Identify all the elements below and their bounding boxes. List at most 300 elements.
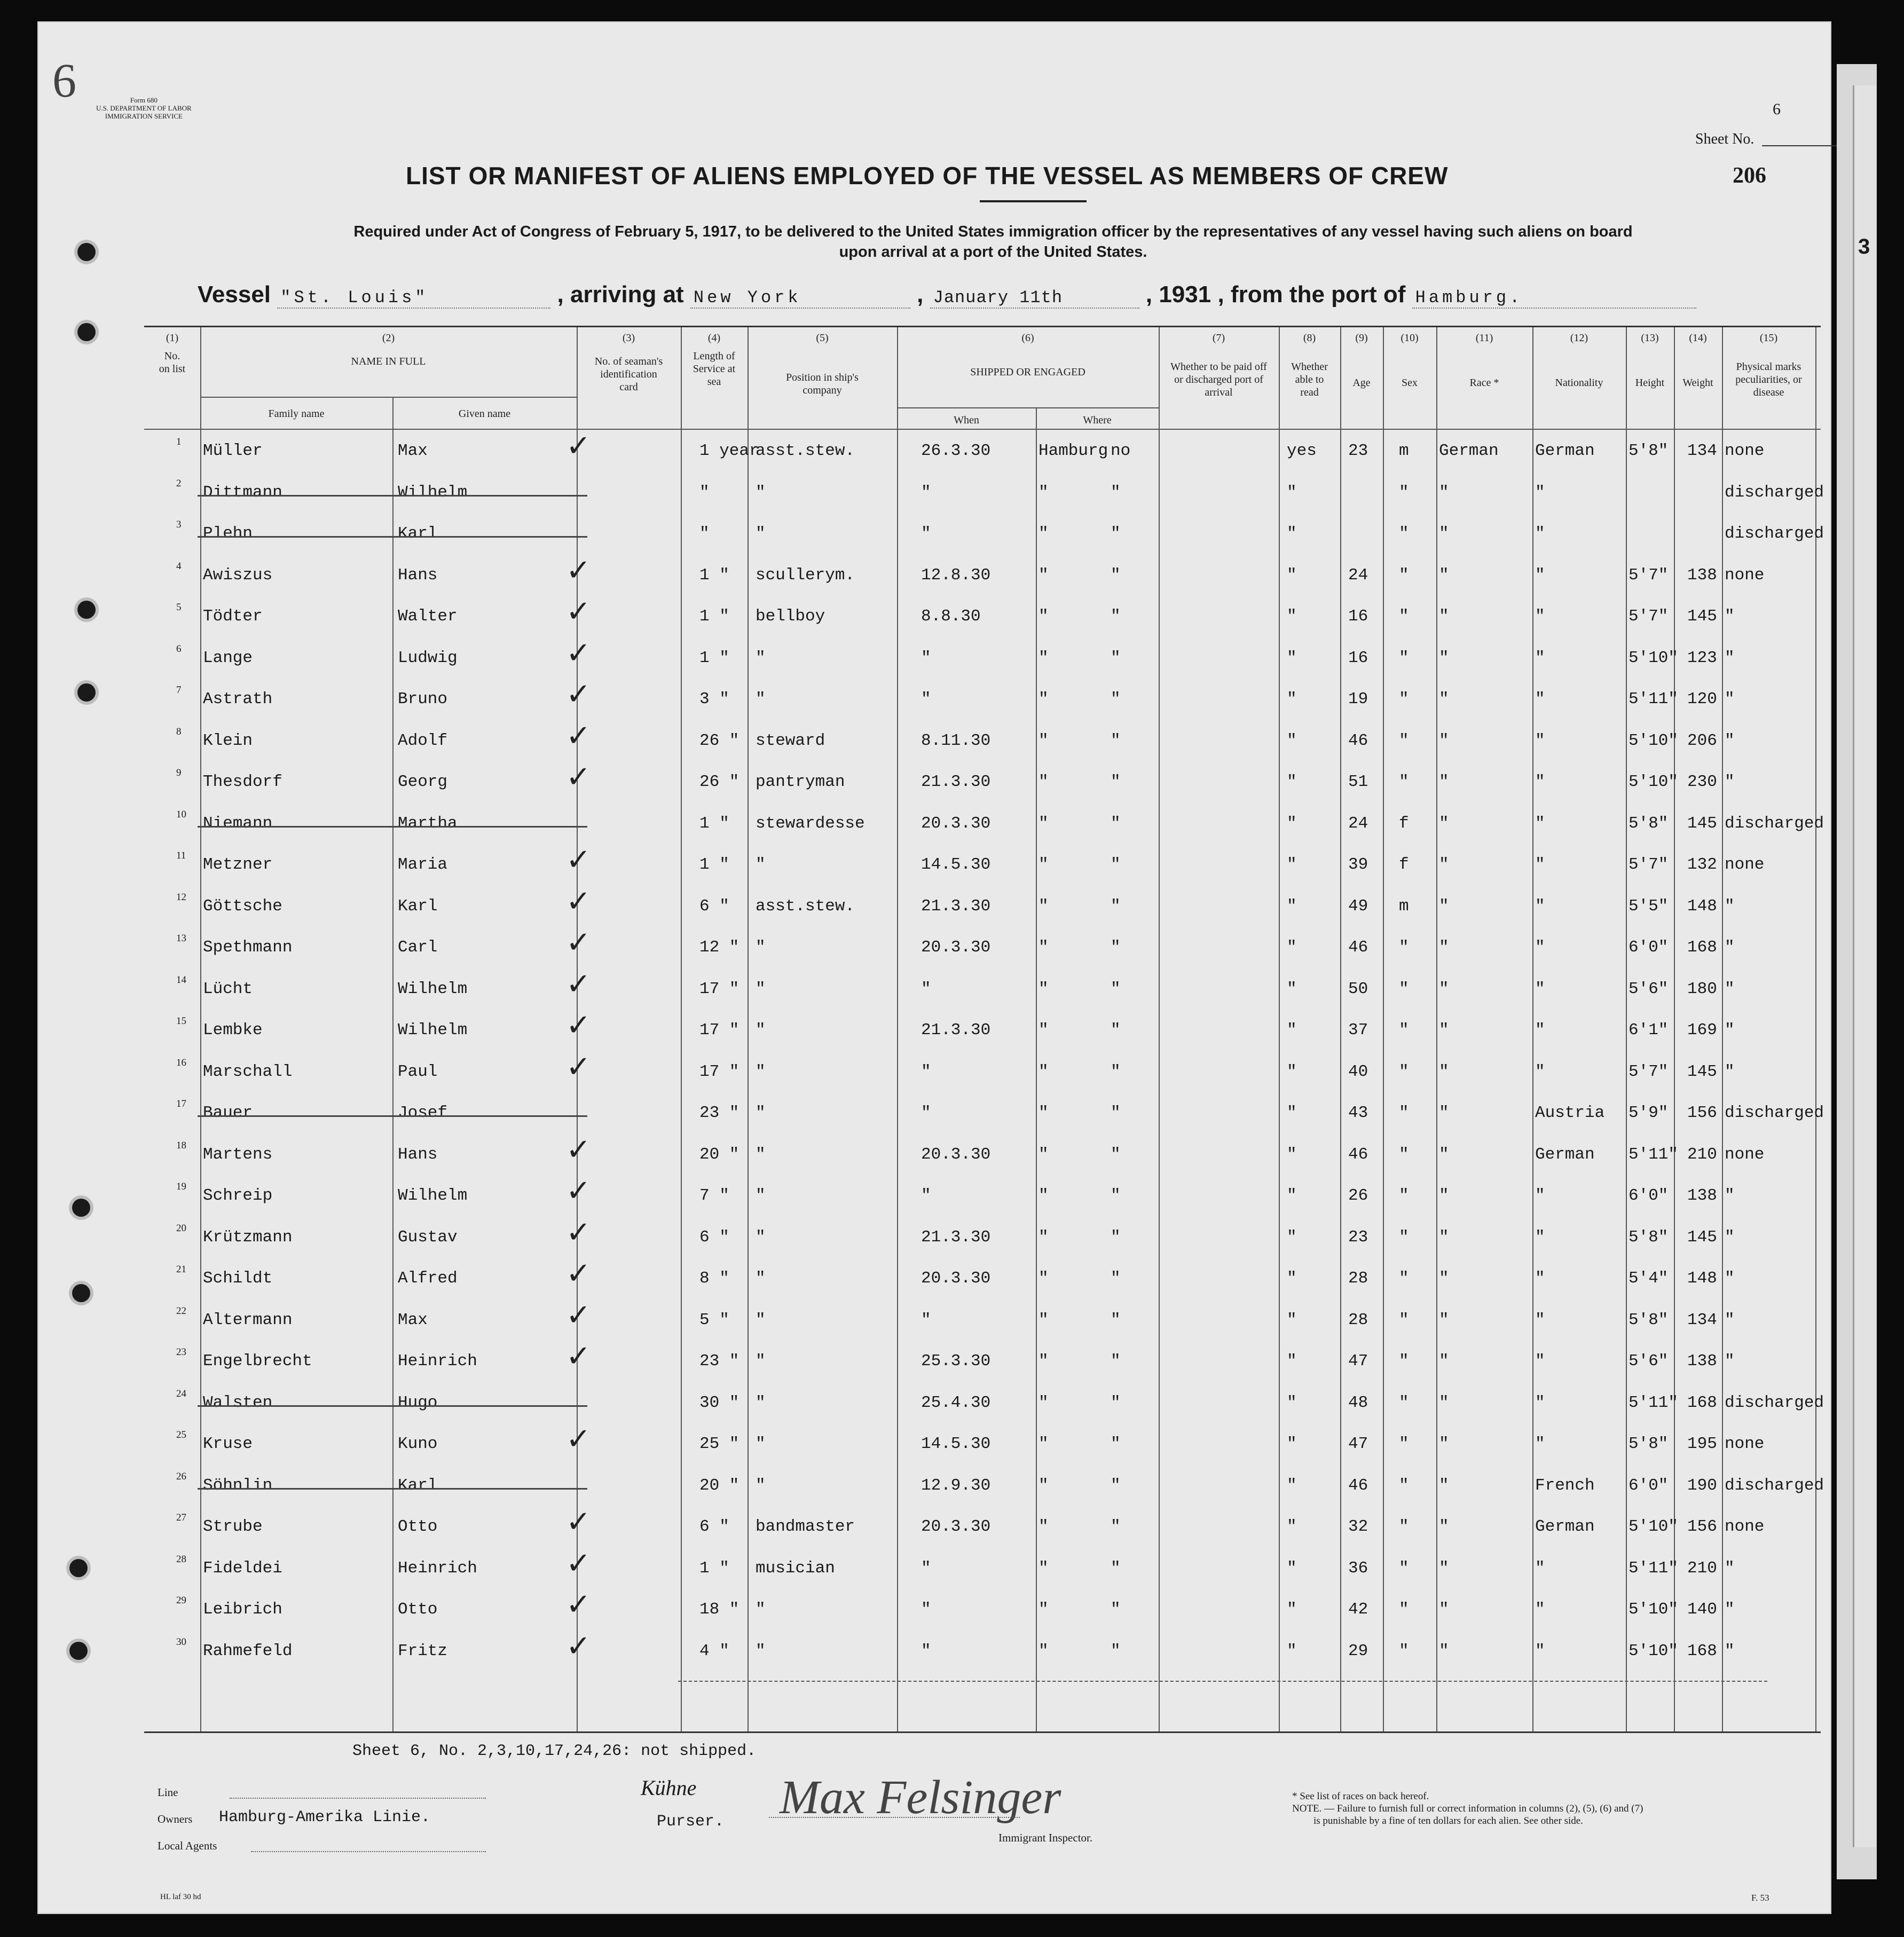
id-card-check: ✓ xyxy=(566,1297,591,1333)
sex: " xyxy=(1399,1269,1409,1288)
shipped-when: " xyxy=(921,1062,931,1081)
family-name: Walsten xyxy=(203,1393,273,1412)
family-name: Tödter xyxy=(203,607,263,626)
length-of-service: 8 " xyxy=(699,1269,729,1288)
family-name: Klein xyxy=(203,731,253,750)
position: " xyxy=(756,1600,766,1619)
table-row xyxy=(144,677,1821,723)
paid-off: " xyxy=(1111,648,1121,667)
physical-marks: discharged xyxy=(1725,814,1824,833)
col12-header: (12) Nationality xyxy=(1555,332,1603,389)
age: 24 xyxy=(1348,814,1368,833)
weight: 134 xyxy=(1687,1310,1717,1329)
shipped-when: 20.3.30 xyxy=(921,814,991,833)
height: 5'11" xyxy=(1628,1558,1679,1578)
col10-header: (10) Sex xyxy=(1401,332,1419,389)
shipped-where: " xyxy=(1038,814,1049,833)
paid-off: " xyxy=(1111,607,1121,626)
shipped-where: " xyxy=(1038,1062,1049,1081)
table-row xyxy=(144,594,1821,640)
height: 5'8" xyxy=(1628,1310,1669,1329)
family-name: Astrath xyxy=(203,690,273,708)
weight: 138 xyxy=(1687,565,1717,585)
race: " xyxy=(1439,483,1449,502)
id-card-check: ✓ xyxy=(566,760,591,794)
weight: 138 xyxy=(1687,1352,1717,1371)
footer xyxy=(144,1733,1821,1903)
col1-header: (1) No. on list xyxy=(159,332,186,375)
physical-marks: none xyxy=(1725,442,1765,460)
family-name: Lembke xyxy=(203,1021,263,1040)
length-of-service: 1 " xyxy=(699,1558,729,1578)
id-card-check: ✓ xyxy=(566,429,591,463)
weight: 145 xyxy=(1687,607,1717,626)
col13-header: (13) Height xyxy=(1635,332,1665,389)
shipped-where: " xyxy=(1038,1269,1049,1288)
line-label: Line xyxy=(158,1786,178,1799)
length-of-service: 1 " xyxy=(699,607,729,626)
length-of-service: 1 year xyxy=(699,442,759,460)
table-row xyxy=(144,1386,1824,1427)
vessel-row: Vessel "St. Louis" , arriving at New York , January 11th , 1931 , from the port of Hamburg. xyxy=(198,281,1696,309)
able-to-read: " xyxy=(1287,1062,1297,1081)
physical-marks: discharged xyxy=(1725,1104,1824,1122)
family-name: Lücht xyxy=(203,979,253,998)
sex: " xyxy=(1399,1021,1409,1040)
table-row xyxy=(144,1628,1821,1675)
position: " xyxy=(756,1021,766,1040)
col6-header: (6) SHIPPED OR ENGAGED xyxy=(970,332,1085,378)
position: " xyxy=(756,938,766,957)
name-subheader-rule xyxy=(200,397,577,398)
position: " xyxy=(756,1062,766,1081)
not-shipped-note: Sheet 6, No. 2,3,10,17,24,26: not shipped. xyxy=(352,1742,757,1760)
shipped-when: " xyxy=(921,524,931,543)
age: 40 xyxy=(1348,1062,1368,1081)
age: 39 xyxy=(1348,855,1368,874)
shipped-subheader-rule xyxy=(897,407,1159,408)
paid-off: " xyxy=(1111,938,1121,957)
weight: 210 xyxy=(1687,1145,1717,1164)
age: 51 xyxy=(1348,773,1368,791)
race: " xyxy=(1439,648,1449,667)
table-row xyxy=(144,429,1821,475)
length-of-service: 12 " xyxy=(699,938,739,957)
age: 50 xyxy=(1348,979,1368,998)
paid-off: " xyxy=(1111,896,1121,916)
nationality: German xyxy=(1535,442,1595,460)
age: 42 xyxy=(1348,1600,1368,1619)
page-subtitle xyxy=(192,222,1794,262)
physical-marks: discharged xyxy=(1725,524,1824,543)
weight: 148 xyxy=(1687,896,1717,916)
able-to-read: " xyxy=(1287,1227,1297,1247)
row-number: 30 xyxy=(176,1636,186,1648)
able-to-read: " xyxy=(1287,690,1297,708)
row-number: 28 xyxy=(176,1553,186,1565)
age: 23 xyxy=(1348,442,1368,460)
age: 16 xyxy=(1348,607,1368,626)
position: " xyxy=(756,524,766,543)
shipped-where: " xyxy=(1038,1476,1049,1495)
page-title: LIST OR MANIFEST OF ALIENS EMPLOYED OF THE VESSEL AS MEMBERS OF CREW xyxy=(406,162,1449,190)
physical-marks: " xyxy=(1725,1352,1735,1371)
table-row xyxy=(144,1587,1821,1633)
age: 46 xyxy=(1348,938,1368,957)
given-name: Hans xyxy=(398,1145,438,1164)
family-name: Müller xyxy=(203,442,263,460)
sex: " xyxy=(1399,1227,1409,1247)
sex: f xyxy=(1399,814,1409,833)
shipped-when: " xyxy=(921,1641,931,1660)
age: 43 xyxy=(1348,1104,1368,1122)
given-name: Otto xyxy=(398,1600,438,1619)
race: " xyxy=(1439,1186,1449,1205)
table-row xyxy=(144,1132,1821,1178)
nationality: " xyxy=(1535,1558,1545,1578)
row-number: 29 xyxy=(176,1595,186,1606)
nationality: " xyxy=(1535,524,1545,543)
shipped-when: 20.3.30 xyxy=(921,1517,991,1536)
weight: 168 xyxy=(1687,1393,1717,1412)
row-number: 1 xyxy=(176,436,182,447)
sex: " xyxy=(1399,1062,1409,1081)
sex: m xyxy=(1399,896,1409,916)
position: " xyxy=(756,1476,766,1495)
id-card-check: ✓ xyxy=(566,1422,591,1456)
next-page-edge-inner xyxy=(1853,85,1876,1847)
age: 48 xyxy=(1348,1393,1368,1412)
table-row xyxy=(144,807,1824,847)
id-card-check: ✓ xyxy=(566,1174,591,1208)
shipped-where: " xyxy=(1038,855,1049,874)
table-row xyxy=(144,842,1821,888)
length-of-service: 1 " xyxy=(699,814,729,833)
length-of-service: 30 " xyxy=(699,1393,739,1412)
given-name: Hugo xyxy=(398,1393,438,1412)
inspector-label: Immigrant Inspector. xyxy=(998,1831,1093,1844)
shipped-when: 21.3.30 xyxy=(921,1227,991,1247)
owners-value: Hamburg-Amerika Linie. xyxy=(219,1808,431,1826)
id-card-check: ✓ xyxy=(566,635,591,671)
paid-off: " xyxy=(1111,1227,1121,1247)
able-to-read: " xyxy=(1287,1021,1297,1040)
sex: " xyxy=(1399,1641,1409,1660)
table-row xyxy=(144,476,1824,516)
race: " xyxy=(1439,1352,1449,1371)
weight: 148 xyxy=(1687,1269,1717,1288)
family-name: Dittmann xyxy=(203,483,282,502)
position: " xyxy=(756,1393,766,1412)
paid-off: " xyxy=(1111,1517,1121,1536)
sex: " xyxy=(1399,565,1409,585)
sex: " xyxy=(1399,1352,1409,1371)
sex: " xyxy=(1399,1435,1409,1453)
able-to-read: " xyxy=(1287,483,1297,502)
position: " xyxy=(756,1145,766,1164)
length-of-service: 23 " xyxy=(699,1104,739,1122)
position: " xyxy=(756,1104,766,1122)
family-name: Schreip xyxy=(203,1186,273,1205)
paid-off: " xyxy=(1111,1269,1121,1288)
sex: " xyxy=(1399,1393,1409,1412)
form-identifier xyxy=(96,96,192,120)
height: 5'6" xyxy=(1628,1352,1669,1371)
able-to-read: " xyxy=(1287,607,1297,626)
paid-off: " xyxy=(1111,524,1121,543)
physical-marks: " xyxy=(1725,1186,1735,1205)
row-number: 25 xyxy=(176,1429,186,1440)
shipped-where: " xyxy=(1038,1435,1049,1453)
sheet-number-handwritten: 6 xyxy=(1773,100,1781,118)
race: " xyxy=(1439,1227,1449,1247)
shipped-when: 8.11.30 xyxy=(921,731,991,750)
sex: f xyxy=(1399,855,1409,874)
given-name: Otto xyxy=(398,1517,438,1536)
nationality: " xyxy=(1535,1062,1545,1081)
departure-port: Hamburg. xyxy=(1412,288,1696,309)
weight: 180 xyxy=(1687,979,1717,998)
strikethrough-line xyxy=(198,536,587,538)
shipped-when: 12.8.30 xyxy=(921,565,991,585)
able-to-read: " xyxy=(1287,773,1297,791)
shipped-when: 14.5.30 xyxy=(921,1435,991,1453)
family-name: Kruse xyxy=(203,1435,253,1453)
form-number: Form 680 xyxy=(130,96,158,104)
length-of-service: " xyxy=(699,524,710,543)
given-name: Karl xyxy=(398,524,438,543)
position: " xyxy=(756,1352,766,1371)
given-name: Wilhelm xyxy=(398,483,468,502)
height: 5'11" xyxy=(1628,1393,1679,1412)
height: 5'8" xyxy=(1628,1227,1669,1247)
nationality: " xyxy=(1535,773,1545,791)
able-to-read: " xyxy=(1287,1558,1297,1578)
physical-marks: " xyxy=(1725,979,1735,998)
able-to-read: " xyxy=(1287,565,1297,585)
race: " xyxy=(1439,1641,1449,1660)
height: 5'10" xyxy=(1628,1641,1679,1660)
shipped-when: 21.3.30 xyxy=(921,896,991,916)
given-name: Kuno xyxy=(398,1435,438,1453)
sex: " xyxy=(1399,648,1409,667)
age: 28 xyxy=(1348,1269,1368,1288)
family-name: Lange xyxy=(203,648,253,667)
table-row xyxy=(144,1505,1821,1550)
race: " xyxy=(1439,1600,1449,1619)
given-name: Wilhelm xyxy=(398,1186,468,1205)
age: 46 xyxy=(1348,1476,1368,1495)
table-row xyxy=(144,1422,1821,1468)
weight: 138 xyxy=(1687,1186,1717,1205)
position: " xyxy=(756,1227,766,1247)
given-name: Gustav xyxy=(398,1227,458,1247)
able-to-read: " xyxy=(1287,524,1297,543)
age: 16 xyxy=(1348,648,1368,667)
given-name: Wilhelm xyxy=(398,979,468,998)
height: 5'9" xyxy=(1628,1104,1669,1122)
family-name: Rahmefeld xyxy=(203,1641,293,1660)
length-of-service: 17 " xyxy=(699,1021,739,1040)
age: 36 xyxy=(1348,1558,1368,1578)
paid-off: " xyxy=(1111,1310,1121,1329)
family-name: Altermann xyxy=(203,1310,293,1329)
length-of-service: 1 " xyxy=(699,855,729,874)
table-row xyxy=(144,1215,1821,1261)
age: 49 xyxy=(1348,896,1368,916)
shipped-where: " xyxy=(1038,1641,1049,1660)
vessel-label: Vessel xyxy=(198,281,271,308)
family-name: Fideldei xyxy=(203,1558,282,1578)
sheet-number-label: Sheet No. xyxy=(1695,131,1754,147)
nationality: " xyxy=(1535,896,1545,916)
paid-off: " xyxy=(1111,1600,1121,1619)
paid-off: " xyxy=(1111,979,1121,998)
physical-marks: none xyxy=(1725,1145,1765,1164)
given-name: Heinrich xyxy=(398,1352,477,1371)
weight: 145 xyxy=(1687,1227,1717,1247)
length-of-service: 20 " xyxy=(699,1476,739,1495)
shipped-where: " xyxy=(1038,731,1049,750)
family-name: Awiszus xyxy=(203,565,273,585)
length-of-service: 25 " xyxy=(699,1435,739,1453)
physical-marks: " xyxy=(1725,731,1735,750)
height: 5'7" xyxy=(1628,565,1669,585)
paid-off: " xyxy=(1111,855,1121,874)
physical-marks: none xyxy=(1725,1517,1765,1536)
shipped-when: " xyxy=(921,483,931,502)
given-name: Bruno xyxy=(398,690,448,708)
physical-marks: discharged xyxy=(1725,483,1824,502)
weight: 123 xyxy=(1687,648,1717,667)
nationality: " xyxy=(1535,1227,1545,1247)
position: " xyxy=(756,690,766,708)
length-of-service: 18 " xyxy=(699,1600,739,1619)
age: 29 xyxy=(1348,1641,1368,1660)
age: 47 xyxy=(1348,1352,1368,1371)
id-card-check: ✓ xyxy=(566,1546,591,1581)
paid-off: " xyxy=(1111,1393,1121,1412)
race: " xyxy=(1439,1558,1449,1578)
given-name: Ludwig xyxy=(398,648,458,667)
weight: 140 xyxy=(1687,1600,1717,1619)
sex: " xyxy=(1399,1104,1409,1122)
paid-off: " xyxy=(1111,1352,1121,1371)
shipped-where: " xyxy=(1038,1352,1049,1371)
physical-marks: discharged xyxy=(1725,1393,1824,1412)
strikethrough-line xyxy=(198,1405,587,1407)
age: 23 xyxy=(1348,1227,1368,1247)
age: 47 xyxy=(1348,1435,1368,1453)
crew-table xyxy=(144,326,1824,1733)
position: " xyxy=(756,648,766,667)
table-row xyxy=(144,1049,1821,1096)
shipped-when: 25.3.30 xyxy=(921,1352,991,1371)
nationality: " xyxy=(1535,1393,1545,1412)
given-name: Max xyxy=(398,1310,428,1329)
able-to-read: yes xyxy=(1287,442,1317,460)
row-number: 24 xyxy=(176,1388,186,1399)
position: " xyxy=(756,979,766,998)
subtitle-line-1: Required under Act of Congress of February 5, 1917, to be delivered to the United States immigration officer by the representatives of any vessel having such aliens on board xyxy=(353,223,1633,240)
table-row xyxy=(144,1256,1821,1302)
paid-off: " xyxy=(1111,814,1121,833)
sex: m xyxy=(1399,442,1409,460)
given-name: Paul xyxy=(398,1062,438,1081)
shipped-when: " xyxy=(921,1186,931,1205)
family-name: Spethmann xyxy=(203,938,293,957)
sheet-number-stamp: 206 xyxy=(1733,163,1766,188)
race: " xyxy=(1439,1062,1449,1081)
binding-hole xyxy=(69,1559,88,1577)
length-of-service: 20 " xyxy=(699,1145,739,1164)
sex: " xyxy=(1399,1145,1409,1164)
height: 5'8" xyxy=(1628,814,1669,833)
family-name: Göttsche xyxy=(203,896,282,916)
age: 19 xyxy=(1348,690,1368,708)
race: " xyxy=(1439,1104,1449,1122)
nationality: German xyxy=(1535,1517,1595,1536)
shipped-when: " xyxy=(921,979,931,998)
arrival-date: January 11th xyxy=(930,288,1139,309)
row-number: 11 xyxy=(176,850,186,861)
sheet-number-line xyxy=(1762,145,1837,146)
able-to-read: " xyxy=(1287,938,1297,957)
strikethrough-line xyxy=(198,1115,587,1117)
id-card-check: ✓ xyxy=(566,677,591,712)
given-name: Alfred xyxy=(398,1269,458,1288)
shipped-when: 8.8.30 xyxy=(921,607,981,626)
weight: 120 xyxy=(1687,690,1717,708)
nationality: " xyxy=(1535,1641,1545,1660)
table-row xyxy=(144,1339,1821,1385)
table-row xyxy=(144,1546,1821,1592)
header-divider xyxy=(144,429,1821,430)
family-name: Leibrich xyxy=(203,1600,282,1619)
weight: 169 xyxy=(1687,1021,1717,1040)
col14-header: (14) Weight xyxy=(1682,332,1713,389)
race: " xyxy=(1439,1393,1449,1412)
table-row xyxy=(144,718,1821,765)
table-row xyxy=(144,553,1821,599)
given-name: Josef xyxy=(398,1104,448,1122)
race: " xyxy=(1439,524,1449,543)
shipped-where: " xyxy=(1038,1393,1049,1412)
paid-off: " xyxy=(1111,1641,1121,1660)
row-number: 26 xyxy=(176,1470,186,1482)
row-number: 18 xyxy=(176,1139,186,1151)
height: 5'7" xyxy=(1628,855,1669,874)
row-number: 21 xyxy=(176,1264,186,1275)
weight: 145 xyxy=(1687,814,1717,833)
sex: " xyxy=(1399,524,1409,543)
physical-marks: " xyxy=(1725,1269,1735,1288)
row-number: 23 xyxy=(176,1347,186,1358)
fine-note-1: NOTE. — Failure to furnish full or correct information in columns (2), (5), (6) and (7) xyxy=(1292,1803,1643,1814)
position: steward xyxy=(756,731,825,750)
physical-marks: discharged xyxy=(1725,1476,1824,1495)
able-to-read: " xyxy=(1287,896,1297,916)
position: " xyxy=(756,1435,766,1453)
nationality: " xyxy=(1535,648,1545,667)
shipped-when: 25.4.30 xyxy=(921,1393,991,1412)
nationality: French xyxy=(1535,1476,1595,1495)
row-number: 15 xyxy=(176,1015,186,1027)
id-card-check: ✓ xyxy=(566,1132,591,1167)
nationality: " xyxy=(1535,1352,1545,1371)
family-name-header: Family name xyxy=(268,408,325,420)
height: 5'10" xyxy=(1628,773,1679,791)
